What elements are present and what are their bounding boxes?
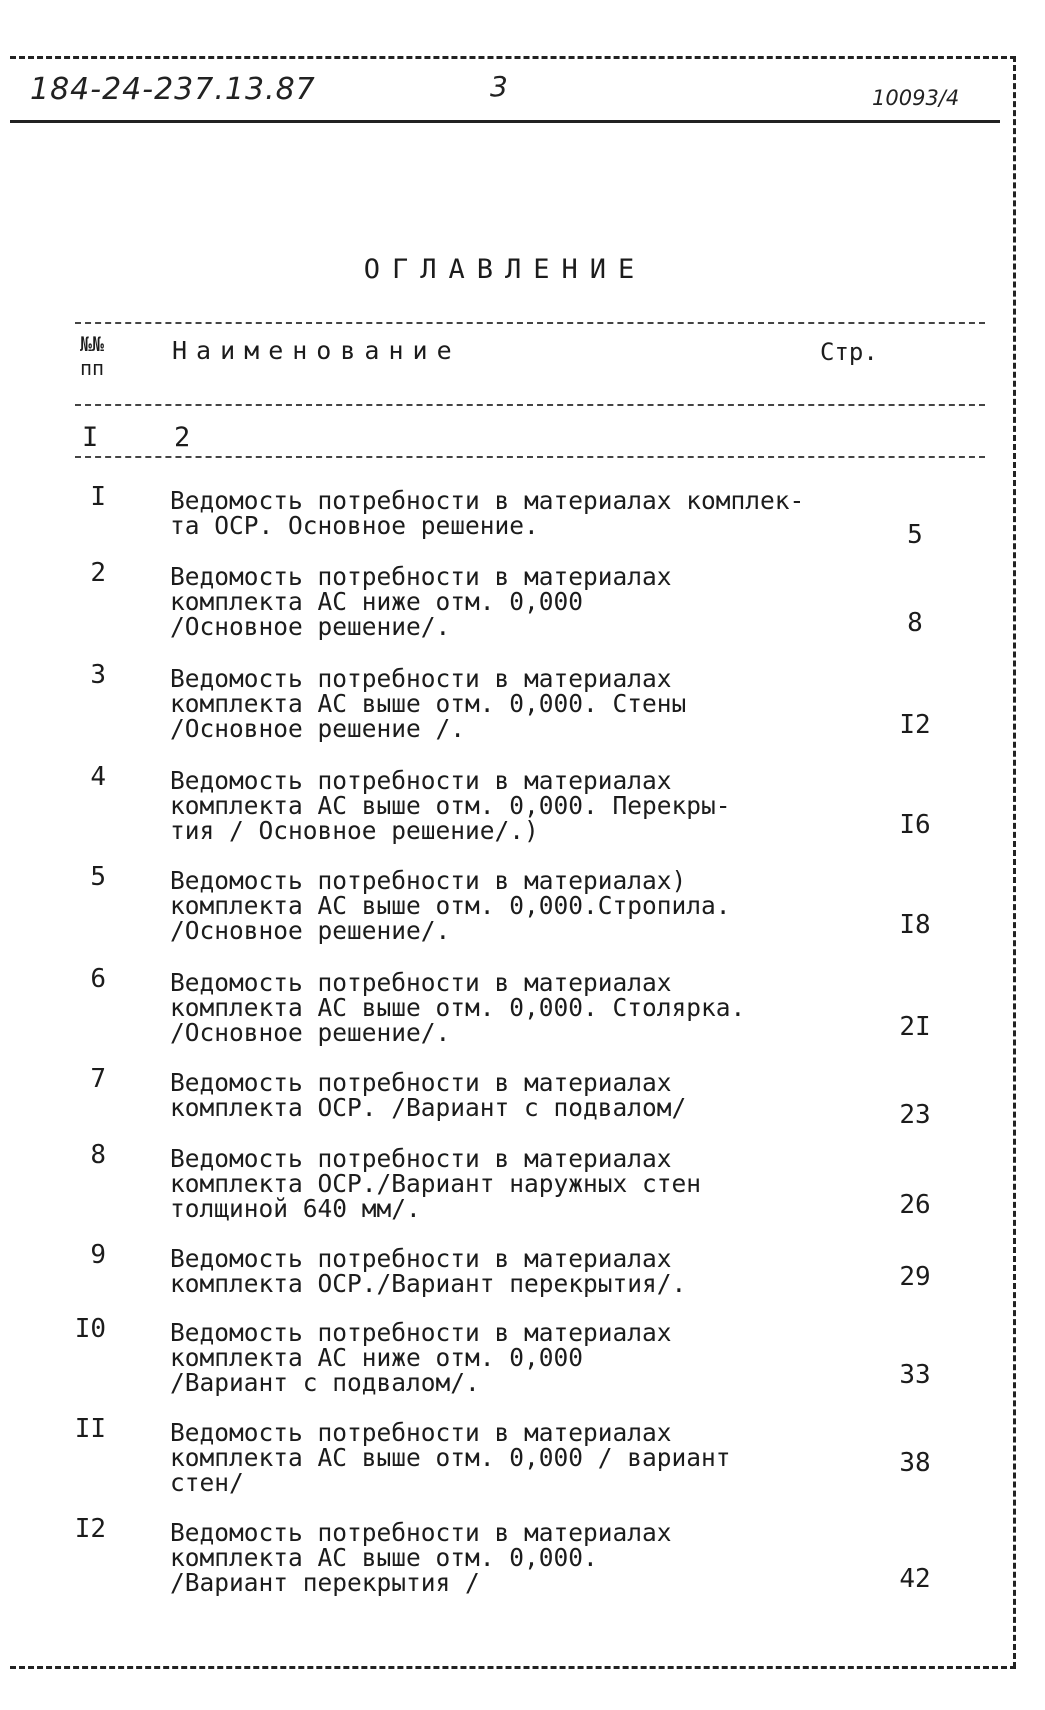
row-page: 5 bbox=[907, 520, 923, 550]
row-page: 2I bbox=[899, 1012, 931, 1042]
row-name: Ведомость потребности в материалах комплекта ОСР./Вариант наружных стен толщиной 640 мм/. bbox=[170, 1144, 702, 1223]
header-divider-rule bbox=[75, 404, 985, 406]
page-title: ОГЛАВЛЕНИЕ bbox=[363, 254, 647, 285]
row-number: 3 bbox=[90, 660, 106, 690]
row-page: 23 bbox=[899, 1100, 931, 1130]
row-page: 42 bbox=[899, 1564, 931, 1594]
row-number: I2 bbox=[74, 1514, 106, 1544]
row-name: Ведомость потребности в материалах комплекта ОСР. /Вариант с подвалом/ bbox=[170, 1068, 687, 1122]
row-page: I8 bbox=[899, 910, 931, 940]
row-name: Ведомость потребности в материалах комплекта ОСР./Вариант перекрытия/. bbox=[170, 1244, 687, 1298]
header-bottom-rule bbox=[75, 456, 985, 458]
inventory-number: 10093/4 bbox=[872, 86, 960, 110]
row-number: II bbox=[74, 1414, 106, 1444]
row-page: 33 bbox=[899, 1360, 931, 1390]
row-number: I0 bbox=[74, 1314, 106, 1344]
row-name: Ведомость потребности в материалах комплекта АС ниже отм. 0,000 /Основное решение/. bbox=[170, 562, 672, 641]
row-page: 26 bbox=[899, 1190, 931, 1220]
row-name: Ведомость потребности в материалах комплекта АС ниже отм. 0,000 /Вариант с подвалом/. bbox=[170, 1318, 672, 1397]
row-page: 29 bbox=[899, 1262, 931, 1292]
row-number: 7 bbox=[90, 1064, 106, 1094]
page-number: 3 bbox=[490, 70, 508, 103]
row-number: 8 bbox=[90, 1140, 106, 1170]
row-number: 5 bbox=[90, 862, 106, 892]
row-name: Ведомость потребности в материалах комплекта АС выше отм. 0,000 / вариант стен/ bbox=[170, 1418, 731, 1497]
column-header-name: Наименование bbox=[172, 336, 461, 365]
row-number: 4 bbox=[90, 762, 106, 792]
table-top-rule bbox=[75, 322, 985, 324]
column-header-page: Стр. bbox=[820, 338, 878, 366]
frame-bottom-border bbox=[10, 1666, 1016, 1669]
row-page: I6 bbox=[899, 810, 931, 840]
row-name: Ведомость потребности в материалах комплекта АС выше отм. 0,000. /Вариант перекрытия / bbox=[170, 1518, 672, 1597]
column-index-1: I bbox=[82, 422, 99, 453]
row-name: Ведомость потребности в материалах комплек- та ОСР. Основное решение. bbox=[170, 486, 805, 540]
frame-top-border bbox=[10, 56, 1016, 59]
frame-right-border bbox=[1013, 56, 1016, 1668]
row-name: Ведомость потребности в материалах комплекта АС выше отм. 0,000. Перекры- тия / Основное решение/.) bbox=[170, 766, 731, 845]
header-underline bbox=[10, 120, 1000, 123]
row-number: 6 bbox=[90, 964, 106, 994]
row-number: 9 bbox=[90, 1240, 106, 1270]
row-name: Ведомость потребности в материалах комплекта АС выше отм. 0,000. Стены /Основное решение /. bbox=[170, 664, 687, 743]
document-code: 184-24-237.13.87 bbox=[30, 72, 316, 107]
column-index-2: 2 bbox=[174, 422, 191, 453]
row-name: Ведомость потребности в материалах) комплекта АС выше отм. 0,000.Стропила. /Основное решение/. bbox=[170, 866, 731, 945]
row-page: 38 bbox=[899, 1448, 931, 1478]
row-page: I2 bbox=[899, 710, 931, 740]
row-number: 2 bbox=[90, 558, 106, 588]
row-number: I bbox=[90, 482, 106, 512]
column-header-number: №№ пп bbox=[80, 332, 105, 380]
row-name: Ведомость потребности в материалах комплекта АС выше отм. 0,000. Столярка. /Основное решение/. bbox=[170, 968, 746, 1047]
row-page: 8 bbox=[907, 608, 923, 638]
